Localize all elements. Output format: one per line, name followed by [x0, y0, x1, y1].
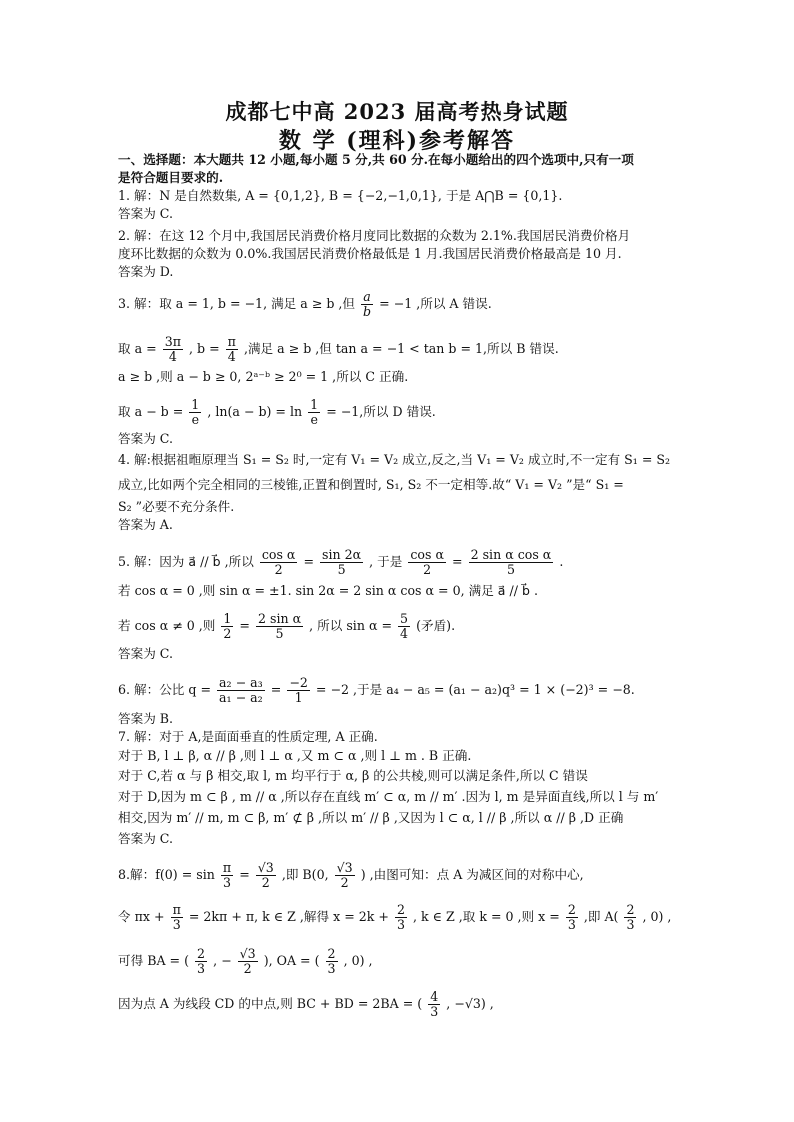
q1-solution: 1. 解：N 是自然数集, A = {0,1,2}, B = {−2,−1,0,1}, 于是 A⋂B = {0,1}. — [118, 188, 563, 203]
denominator: 2 — [243, 961, 252, 976]
numerator: 2 — [396, 902, 405, 917]
denominator: 5 — [275, 626, 284, 641]
q3-line1-pre: 3. 解：取 a = 1, b = −1, 满足 a ≥ b ,但 — [118, 296, 355, 311]
denominator: 1 — [294, 690, 303, 705]
fraction — [260, 548, 298, 577]
q5-answer: 答案为 C. — [118, 646, 173, 661]
fraction — [226, 335, 238, 364]
denominator: 3 — [567, 917, 576, 932]
fraction — [163, 335, 183, 364]
numerator: a₂ − a₃ — [219, 675, 263, 690]
q3-line4-mid: , ln(a − b) = ln — [207, 404, 303, 419]
q4-answer: 答案为 A. — [118, 517, 173, 532]
numerator: 2 — [327, 946, 336, 961]
q3-line4-post: = −1,所以 D 错误. — [326, 404, 436, 419]
fraction — [171, 903, 183, 932]
fraction — [195, 947, 207, 976]
q5-line1-pre: 5. 解：因为 a⃗ // b⃗ ,所以 — [118, 554, 254, 569]
q6-pre: 6. 解：公比 q = — [118, 682, 212, 697]
q5-line3 — [118, 612, 688, 641]
q3-line2-pre: 取 a = — [118, 341, 157, 356]
equals-sign: = — [303, 554, 314, 569]
denominator: 5 — [337, 562, 346, 577]
q7-line4: 对于 D,因为 m ⊂ β , m // α ,所以存在直线 m′ ⊂ α, m // m′ .因为 l, m 是异面直线,所以 l 与 m′ — [118, 789, 659, 804]
numerator: 1 — [310, 397, 319, 412]
numerator: a — [361, 290, 373, 305]
denominator: e — [191, 412, 200, 427]
fraction — [256, 612, 303, 641]
fraction — [221, 861, 233, 890]
fraction — [398, 612, 410, 641]
fraction — [469, 548, 554, 577]
fraction — [624, 903, 636, 932]
q5-line3-mid: , 所以 sin α = — [309, 618, 393, 633]
q5-line3-post: (矛盾). — [416, 618, 456, 633]
q3-answer: 答案为 C. — [118, 431, 173, 446]
q3-line1-post: = −1 ,所以 A 错误. — [379, 296, 492, 311]
fraction — [320, 548, 363, 577]
q4-line1: 4. 解:根据祖暅原理当 S₁ = S₂ 时,一定有 V₁ = V₂ 成立,反之,当 V₁ = V₂ 成立时,不一定有 S₁ = S₂ — [118, 452, 671, 467]
q8-line3 — [118, 947, 688, 976]
q8-line4 — [118, 990, 688, 1019]
numerator: √3 — [239, 946, 256, 961]
denominator: 3 — [172, 917, 181, 932]
q2-solution-line2: 度环比数据的众数为 0.0%.我国居民消费价格最低是 1 月.我国居民消费价格最高是 10 月. — [118, 246, 622, 261]
q7-answer: 答案为 C. — [118, 831, 173, 846]
q4-line3: S₂ ”必要不充分条件. — [118, 499, 235, 514]
q8-line2-mid1: = 2kπ + π, k ∈ Z ,解得 x = 2k + — [188, 909, 389, 924]
denominator: a₁ − a₂ — [219, 690, 263, 705]
q7-line5: 相交,因为 m′ // m, m ⊂ β, m′ ⊄ β ,所以 m′ // β ,又因为 l ⊂ α, l // β ,所以 α // β ,D 正确 — [118, 810, 624, 825]
denominator: 2 — [423, 562, 432, 577]
q4-line2: 成立,比如两个完全相同的三棱锥,正置和倒置时, S₁, S₂ 不一定相等.故“ V₁ = V₂ ”是“ S₁ = — [118, 477, 624, 492]
numerator: π — [222, 860, 232, 875]
q6-post: = −2 ,于是 a₄ − a₅ = (a₁ − a₂)q³ = 1 × (−2)³ = −8. — [315, 682, 635, 697]
q5-line3-pre: 若 cos α ≠ 0 ,则 — [118, 618, 216, 633]
fraction — [189, 398, 201, 427]
numerator: −2 — [289, 675, 308, 690]
q8-line1 — [118, 861, 688, 890]
denominator: 3 — [430, 1004, 439, 1019]
q3-line2-post: ,满足 a ≥ b ,但 tan a = −1 < tan b = 1,所以 B 错误. — [243, 341, 559, 356]
period: . — [559, 554, 564, 569]
numerator: 2 sin α cos α — [470, 547, 552, 562]
q8-line3-post: , 0) , — [343, 953, 373, 968]
numerator: 2 — [197, 946, 206, 961]
fraction — [326, 947, 338, 976]
q1-answer: 答案为 C. — [118, 206, 173, 221]
q8-line3-mid: , − — [213, 953, 232, 968]
q7-line1: 7. 解：对于 A,是面面垂直的性质定理, A 正确. — [118, 729, 378, 744]
q7-line2: 对于 B, l ⊥ β, α // β ,则 l ⊥ α ,又 m ⊂ α ,则 l ⊥ m . B 正确. — [118, 748, 472, 763]
numerator: 2 — [626, 902, 635, 917]
numerator: cos α — [261, 547, 296, 562]
q5-line1-mid: , 于是 — [369, 554, 403, 569]
denominator: 2 — [223, 626, 232, 641]
q6-answer: 答案为 B. — [118, 711, 174, 726]
numerator: 3π — [164, 334, 181, 349]
numerator: sin 2α — [322, 547, 362, 562]
fraction — [428, 990, 440, 1019]
q8-line1-post: ) ,由图可知：点 A 为减区间的对称中心, — [360, 867, 584, 882]
numerator: cos α — [410, 547, 444, 562]
document-subtitle: 数 学 (理科)参考解答 — [278, 128, 516, 154]
denominator: 5 — [506, 562, 515, 577]
q8-line2-pre: 令 πx + — [118, 909, 165, 924]
numerator: √3 — [257, 860, 274, 875]
numerator: 2 sin α — [258, 611, 302, 626]
denominator: e — [310, 412, 318, 427]
q8-line3-pre: 可得 BA = ( — [118, 953, 190, 968]
q6-line1 — [118, 676, 688, 705]
q8-line1-pre: 8.解：f(0) = sin — [118, 867, 215, 882]
document-title: 成都七中高 2023 届高考热身试题 — [225, 99, 569, 124]
denominator: 4 — [227, 349, 236, 364]
denominator: 3 — [223, 875, 232, 890]
equals-sign: = — [452, 554, 463, 569]
denominator: 2 — [261, 875, 270, 890]
fraction — [408, 548, 446, 577]
q2-answer: 答案为 D. — [118, 264, 174, 279]
denominator: 4 — [168, 349, 177, 364]
q8-line4-post: , −√3) , — [446, 996, 494, 1011]
denominator: 2 — [274, 562, 283, 577]
numerator: π — [227, 334, 236, 349]
q8-line2 — [118, 903, 688, 932]
q3-line2-mid: , b = — [189, 341, 220, 356]
q8-line2-mid3: ,即 A( — [583, 909, 619, 924]
numerator: √3 — [336, 860, 353, 875]
section-heading-line2: 是符合题目要求的. — [118, 170, 224, 185]
q3-line4 — [118, 398, 688, 427]
fraction — [217, 676, 265, 705]
q5-line2: 若 cos α = 0 ,则 sin α = ±1. sin 2α = 2 sin α cos α = 0, 满足 a⃗ // b⃗ . — [118, 583, 539, 598]
numerator: 2 — [567, 902, 576, 917]
numerator: 5 — [400, 611, 409, 626]
numerator: 1 — [191, 397, 200, 412]
q5-line1 — [118, 548, 688, 577]
fraction — [221, 612, 233, 641]
q8-line2-mid2: , k ∈ Z ,取 k = 0 ,则 x = — [413, 909, 560, 924]
q8-line1-mid: ,即 B(0, — [281, 867, 329, 882]
fraction — [335, 861, 355, 890]
equals-sign: = — [239, 618, 250, 633]
fraction — [361, 290, 373, 319]
fraction — [256, 861, 276, 890]
equals-sign: = — [239, 867, 250, 882]
q8-line3-mid2: ), OA = ( — [263, 953, 320, 968]
numerator: π — [172, 902, 181, 917]
numerator: 1 — [223, 611, 232, 626]
denominator: b — [363, 304, 372, 319]
q3-line1 — [118, 290, 688, 319]
numerator: 4 — [430, 989, 439, 1004]
fraction — [308, 398, 320, 427]
denominator: 3 — [396, 917, 405, 932]
denominator: 2 — [340, 875, 349, 890]
fraction — [238, 947, 258, 976]
q3-line2 — [118, 335, 688, 364]
equals-sign: = — [270, 682, 282, 697]
fraction — [287, 676, 310, 705]
fraction — [566, 903, 578, 932]
q7-line3: 对于 C,若 α 与 β 相交,取 l, m 均平行于 α, β 的公共棱,则可以满足条件,所以 C 错误 — [118, 768, 588, 783]
denominator: 4 — [400, 626, 409, 641]
fraction — [395, 903, 407, 932]
denominator: 3 — [327, 961, 336, 976]
q2-solution-line1: 2. 解：在这 12 个月中,我国居民消费价格月度同比数据的众数为 2.1%.我国居民消费价格月 — [118, 228, 631, 243]
q8-line4-pre: 因为点 A 为线段 CD 的中点,则 BC + BD = 2BA = ( — [118, 996, 423, 1011]
q3-line4-pre: 取 a − b = — [118, 404, 184, 419]
q8-line2-post: , 0) , — [642, 909, 672, 924]
section-heading-line1: 一、选择题：本大题共 12 小题,每小题 5 分,共 60 分.在每小题给出的四个选项中,只有一项 — [118, 152, 634, 167]
denominator: 3 — [626, 917, 635, 932]
denominator: 3 — [197, 961, 206, 976]
q3-line3: a ≥ b ,则 a − b ≥ 0, 2ᵃ⁻ᵇ ≥ 2⁰ = 1 ,所以 C 正确. — [118, 369, 409, 384]
